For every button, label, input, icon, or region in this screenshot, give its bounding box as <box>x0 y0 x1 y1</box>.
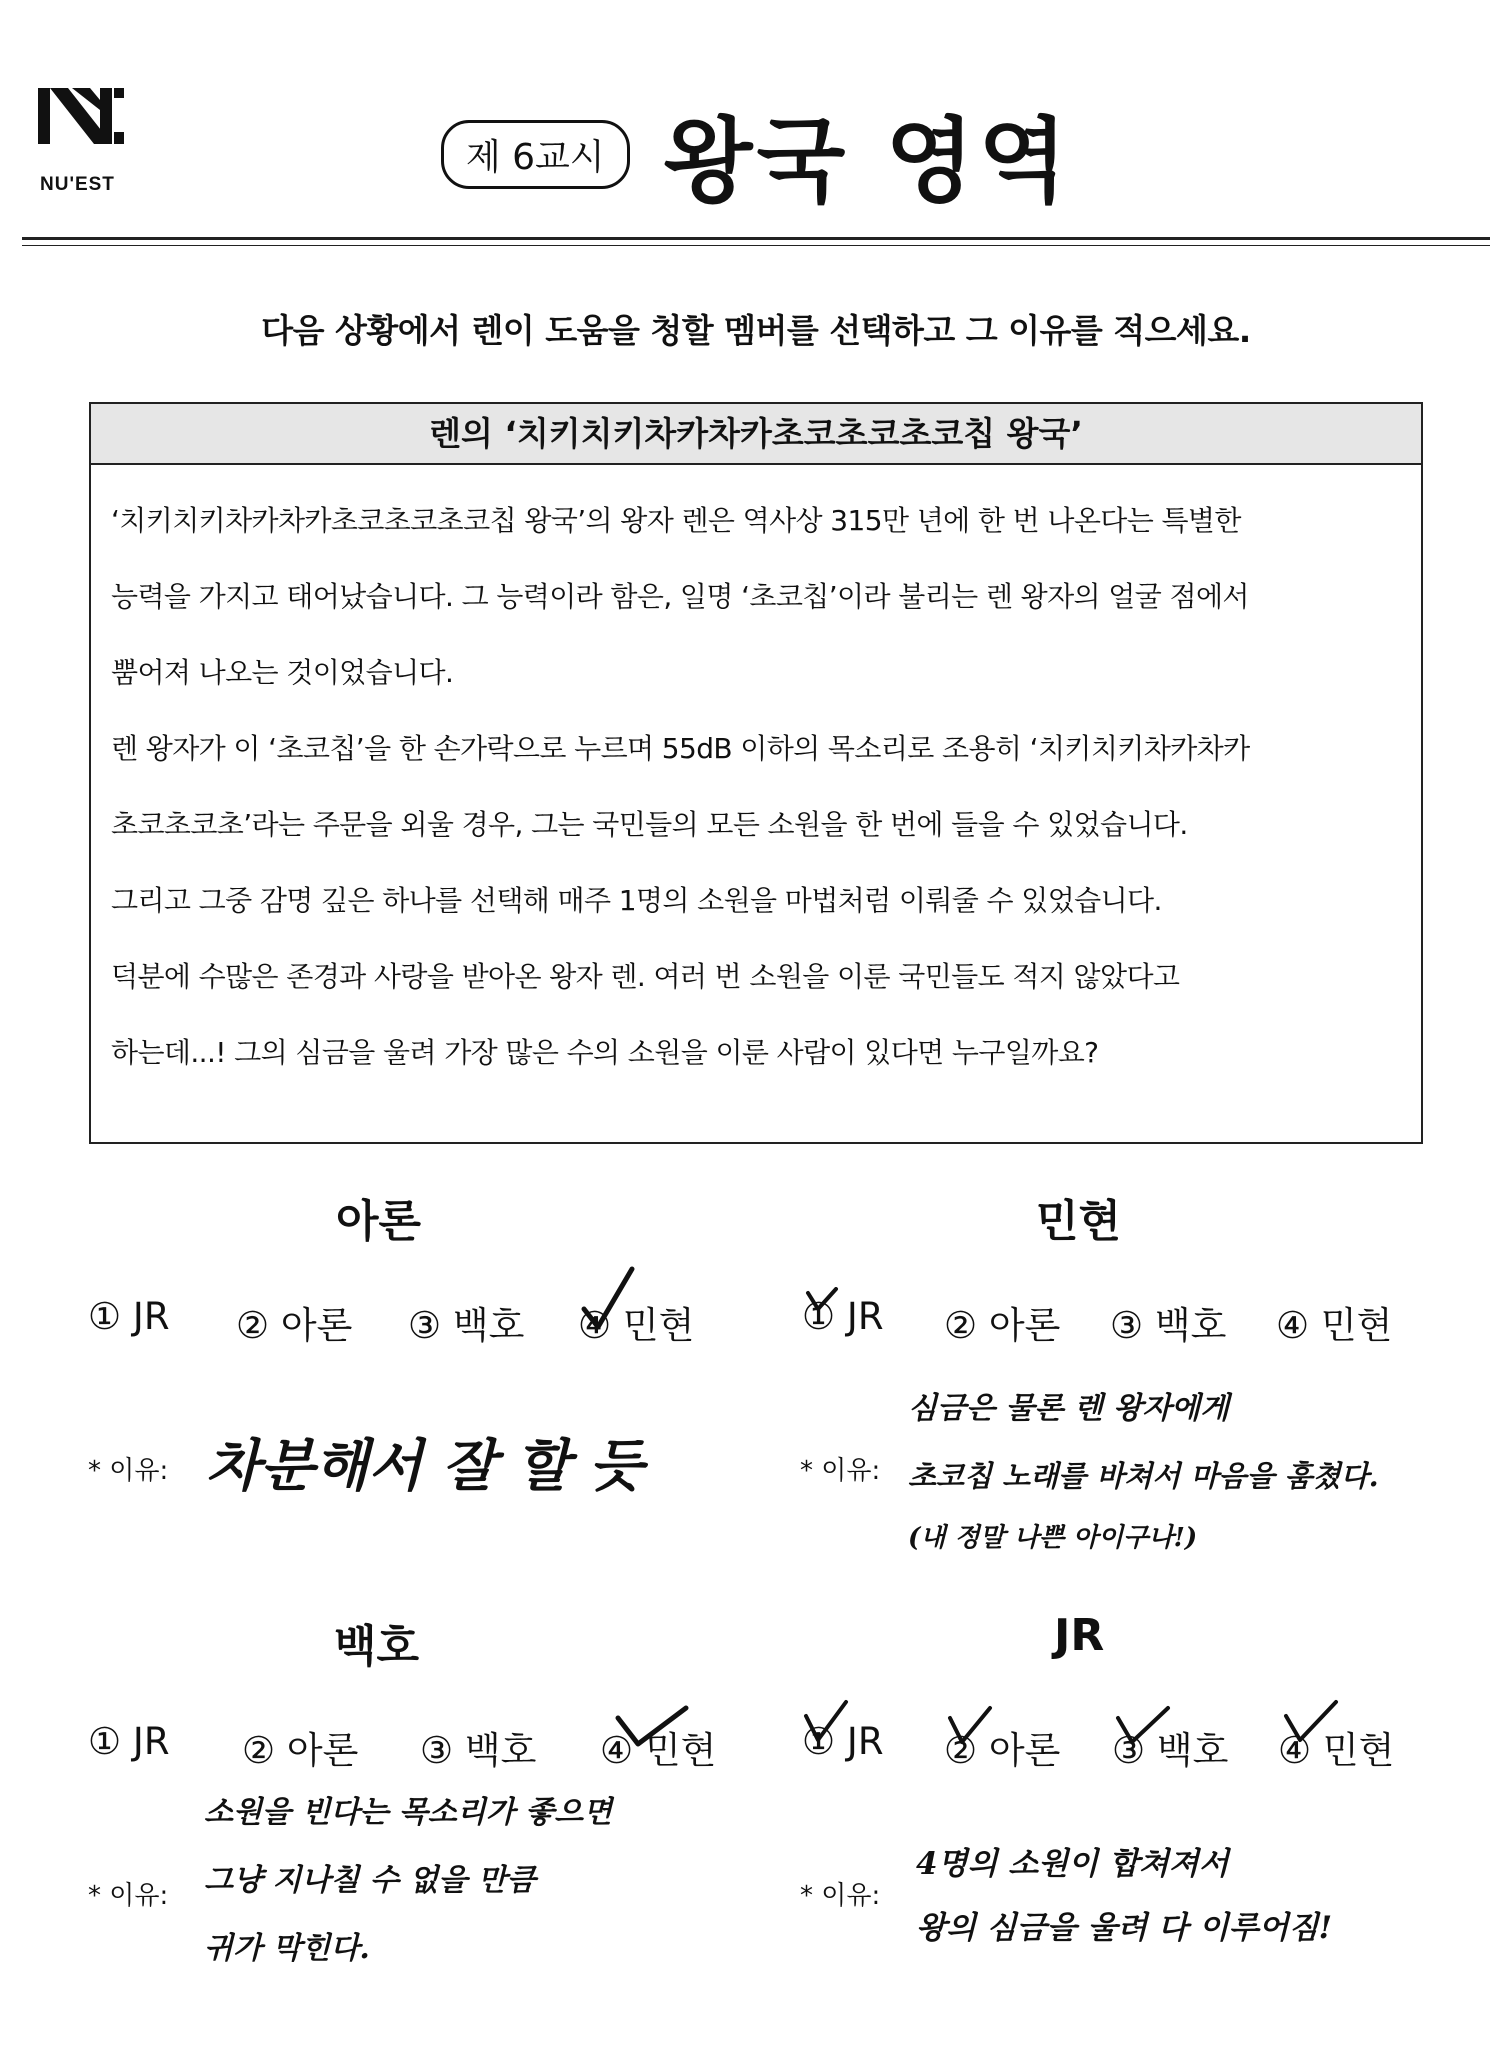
choice-option[interactable]: ② 아론 <box>944 1729 1061 1772</box>
instruction-text: 다음 상황에서 렌이 도움을 청할 멤버를 선택하고 그 이유를 적으세요. <box>261 311 1251 350</box>
handwritten-line: 심금은 물론 렌 왕자에게 <box>908 1391 1230 1426</box>
choice-option[interactable]: ② 아론 <box>944 1304 1061 1347</box>
handwritten-line: 소원을 빈다는 목소리가 좋으면 <box>204 1795 613 1830</box>
member-name: 민현 <box>1036 1196 1122 1247</box>
answer-block-jr <box>800 1610 1500 2030</box>
reason-label: * 이유: <box>800 1881 881 1911</box>
page-header <box>0 88 1512 220</box>
choice-row <box>800 1720 1500 1780</box>
story-box <box>89 402 1423 1144</box>
handwritten-reason <box>916 1830 1496 1990</box>
choice-row <box>88 1720 788 1780</box>
story-line: ‘치키치키차카차카초코초코초코칩 왕국’의 왕자 렌은 역사상 315만 년에 한 번 나온다는 특별한 <box>111 504 1241 537</box>
story-line: 능력을 가지고 태어났습니다. 그 능력이라 함은, 일명 ‘초코칩’이라 불리는 렌 왕자의 얼굴 점에서 <box>111 580 1249 613</box>
section-title: 왕국 영역 <box>663 108 1072 215</box>
story-line: 렌 왕자가 이 ‘초코칩’을 한 손가락으로 누르며 55dB 이하의 목소리로 조용히 ‘치키치키차카차카 <box>111 732 1250 765</box>
member-name: JR <box>1054 1610 1105 1661</box>
logo-text: NU'EST <box>40 174 115 195</box>
header-divider <box>22 237 1490 240</box>
handwritten-line: 초코칩 노래를 바쳐서 마음을 훔쳤다. <box>908 1459 1379 1493</box>
choice-option[interactable]: ④ 민현 <box>600 1729 717 1772</box>
handwritten-line: (내 정말 나쁜 아이구나!) <box>908 1523 1198 1553</box>
choice-option[interactable]: ③ 백호 <box>408 1304 525 1347</box>
handwritten-line: 왕의 심금을 울려 다 이루어짐! <box>916 1910 1333 1946</box>
choice-option[interactable]: ④ 민현 <box>578 1304 695 1347</box>
answer-block-aron <box>88 1185 788 1605</box>
handwritten-reason <box>206 1410 726 1530</box>
header-divider-thin <box>22 245 1490 246</box>
handwritten-line: 그냥 지나칠 수 없을 만큼 <box>204 1863 536 1898</box>
choice-option[interactable]: ③ 백호 <box>1110 1304 1227 1347</box>
choice-option[interactable]: ① JR <box>88 1720 170 1763</box>
choice-option[interactable]: ③ 백호 <box>420 1729 537 1772</box>
choice-option[interactable]: ③ 백호 <box>1112 1729 1229 1772</box>
choice-option[interactable]: ① JR <box>802 1295 884 1338</box>
choice-option[interactable]: ② 아론 <box>236 1304 353 1347</box>
handwritten-line: 차분해서 잘 할 듯 <box>206 1433 644 1499</box>
choice-option[interactable]: ④ 민현 <box>1278 1729 1395 1772</box>
period-badge: 제 6교시 <box>441 120 630 189</box>
choice-option[interactable]: ④ 민현 <box>1276 1304 1393 1347</box>
choice-option[interactable]: ① JR <box>88 1295 170 1338</box>
story-line: 덕분에 수많은 존경과 사랑을 받아온 왕자 렌. 여러 번 소원을 이룬 국민들도 적지 않았다고 <box>111 960 1180 993</box>
story-title: 렌의 ‘치키치키차카차카초코초코초코칩 왕국’ <box>91 404 1421 465</box>
handwritten-line: 4명의 소원이 합쳐져서 <box>916 1846 1229 1882</box>
story-line: 초코초코초’라는 주문을 외울 경우, 그는 국민들의 모든 소원을 한 번에 들을 수 있었습니다. <box>111 808 1188 841</box>
member-name: 백호 <box>334 1621 420 1672</box>
answer-block-minhyun <box>800 1185 1500 1605</box>
answer-block-baekho <box>88 1610 788 2030</box>
handwritten-reason <box>908 1380 1508 1580</box>
member-name: 아론 <box>336 1196 422 1247</box>
handwritten-line: 귀가 막힌다. <box>204 1931 370 1966</box>
story-body <box>91 465 1421 1091</box>
story-line: 그리고 그중 감명 깊은 하나를 선택해 매주 1명의 소원을 마법처럼 이뤄줄 수 있었습니다. <box>111 884 1162 917</box>
choice-option[interactable]: ② 아론 <box>242 1729 359 1772</box>
reason-label: * 이유: <box>800 1456 881 1486</box>
story-line: 뿜어져 나오는 것이었습니다. <box>111 656 454 689</box>
choice-row <box>800 1295 1500 1355</box>
story-line: 하는데...! 그의 심금을 울려 가장 많은 수의 소원을 이룬 사람이 있다면 누구일까요? <box>111 1036 1099 1069</box>
reason-label: * 이유: <box>88 1456 169 1486</box>
reason-label: * 이유: <box>88 1881 169 1911</box>
choice-option[interactable]: ① JR <box>802 1720 884 1763</box>
handwritten-reason <box>204 1780 764 2020</box>
choice-row <box>88 1295 788 1355</box>
